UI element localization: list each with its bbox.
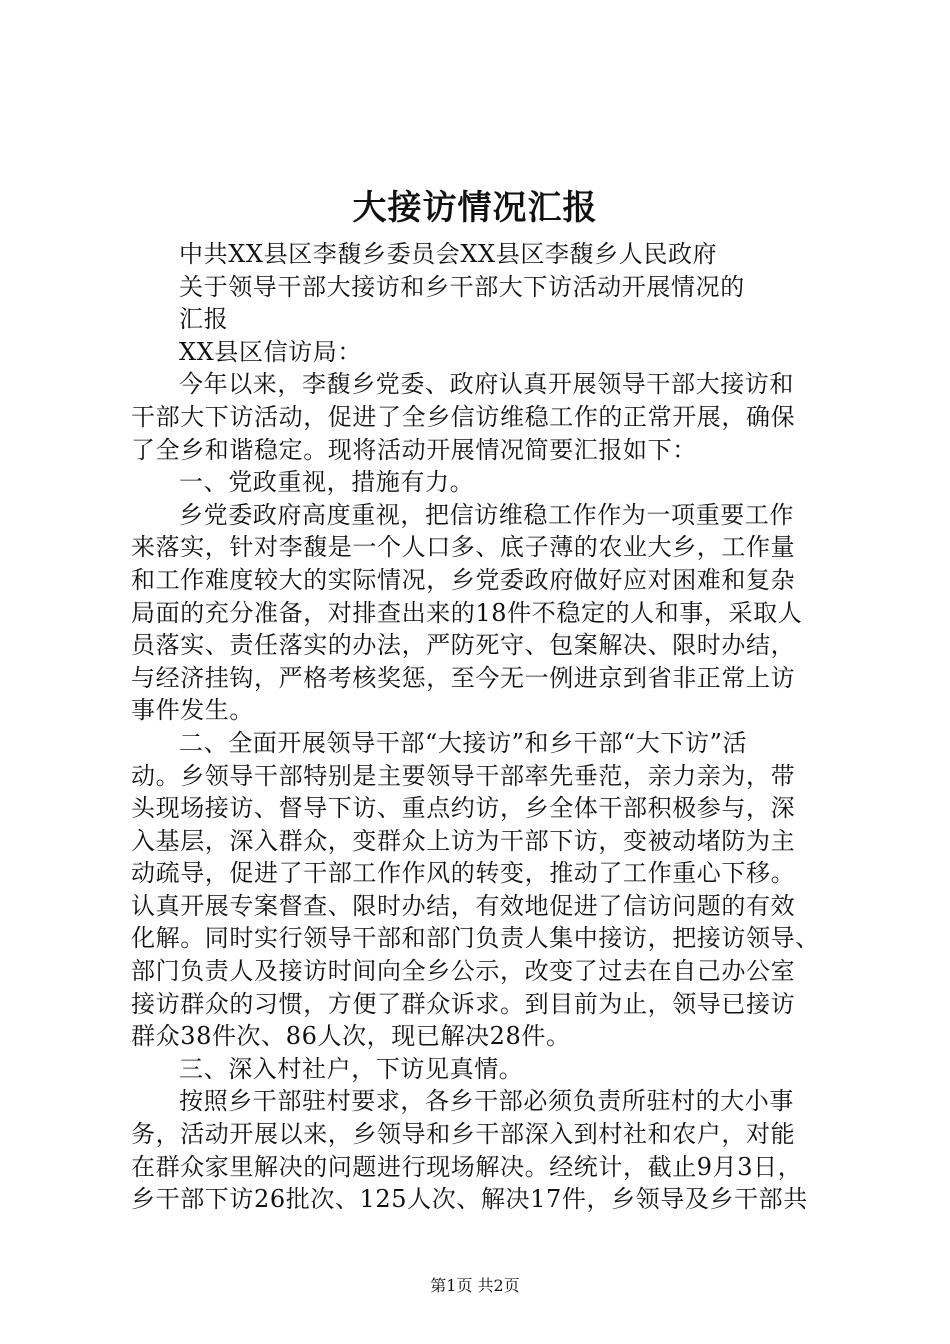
text-line: 动。乡领导干部特别是主要领导干部率先垂范，亲力亲为，带: [131, 761, 796, 790]
text-line: 中共XX县区李馥乡委员会XX县区李馥乡人民政府: [179, 240, 718, 268]
text-line: 今年以来，李馥乡党委、政府认真开展领导干部大接访和: [179, 370, 794, 399]
text-line: 认真开展专案督查、限时办结，有效地促进了信访问题的有效: [131, 891, 796, 920]
text-line: 来落实，针对李馥是一个人口多、底子薄的农业大乡，工作量: [131, 533, 796, 562]
text-line: 在群众家里解决的问题进行现场解决。经统计，截止9月3日，: [131, 1152, 803, 1181]
text-line: 入基层，深入群众，变群众上访为干部下访，变被动堵防为主: [131, 826, 796, 855]
text-line: 动疏导，促进了干部工作作风的转变，推动了工作重心下移。: [131, 859, 796, 888]
text-line: 和工作难度较大的实际情况，乡党委政府做好应对困难和复杂: [131, 565, 796, 594]
text-line: 员落实、责任落实的办法，严防死守、包案解决、限时办结，: [131, 631, 796, 660]
text-line: 一、党政重视，措施有力。: [179, 468, 475, 497]
text-line: 头现场接访、督导下访、重点约访，乡全体干部积极参与，深: [131, 794, 796, 823]
text-line: 三、深入村社户，下访见真情。: [179, 1054, 524, 1083]
text-line: 干部大下访活动，促进了全乡信访维稳工作的正常开展，确保: [131, 402, 796, 431]
page-footer: 第1页 共2页: [430, 1276, 520, 1295]
text-line: 了全乡和谐稳定。现将活动开展情况简要汇报如下：: [131, 435, 697, 464]
text-line: 二、全面开展领导干部“大接访”和乡干部“大下访”活: [179, 728, 748, 757]
text-line: 局面的充分准备，对排查出来的18件不稳定的人和事，采取人: [131, 598, 803, 627]
text-line: 化解。同时实行领导干部和部门负责人集中接访，把接访领导、: [131, 924, 820, 953]
document-title: 大接访情况汇报: [352, 188, 598, 228]
text-line: 务，活动开展以来，乡领导和乡干部深入到村社和农户，对能: [131, 1120, 796, 1149]
text-line: 事件发生。: [131, 696, 254, 725]
text-line: 部门负责人及接访时间向全乡公示，改变了过去在自己办公室: [131, 957, 796, 986]
text-line: XX县区信访局：: [179, 337, 362, 366]
text-line: 接访群众的习惯，方便了群众诉求。到目前为止，领导已接访: [131, 989, 796, 1018]
text-line: 汇报: [179, 305, 229, 334]
text-line: 群众38件次、86人次，现已解决28件。: [131, 1022, 571, 1051]
document-body: [131, 238, 831, 1216]
text-line: 按照乡干部驻村要求，各乡干部必须负责所驻村的大小事: [179, 1087, 794, 1116]
text-line: 关于领导干部大接访和乡干部大下访活动开展情况的: [179, 272, 745, 301]
text-line: 乡干部下访26批次、125人次、解决17件，乡领导及乡干部共: [131, 1185, 808, 1214]
text-line: 与经济挂钩，严格考核奖惩，至今无一例进京到省非正常上访: [131, 663, 796, 692]
text-line: 乡党委政府高度重视，把信访维稳工作作为一项重要工作: [179, 500, 794, 529]
